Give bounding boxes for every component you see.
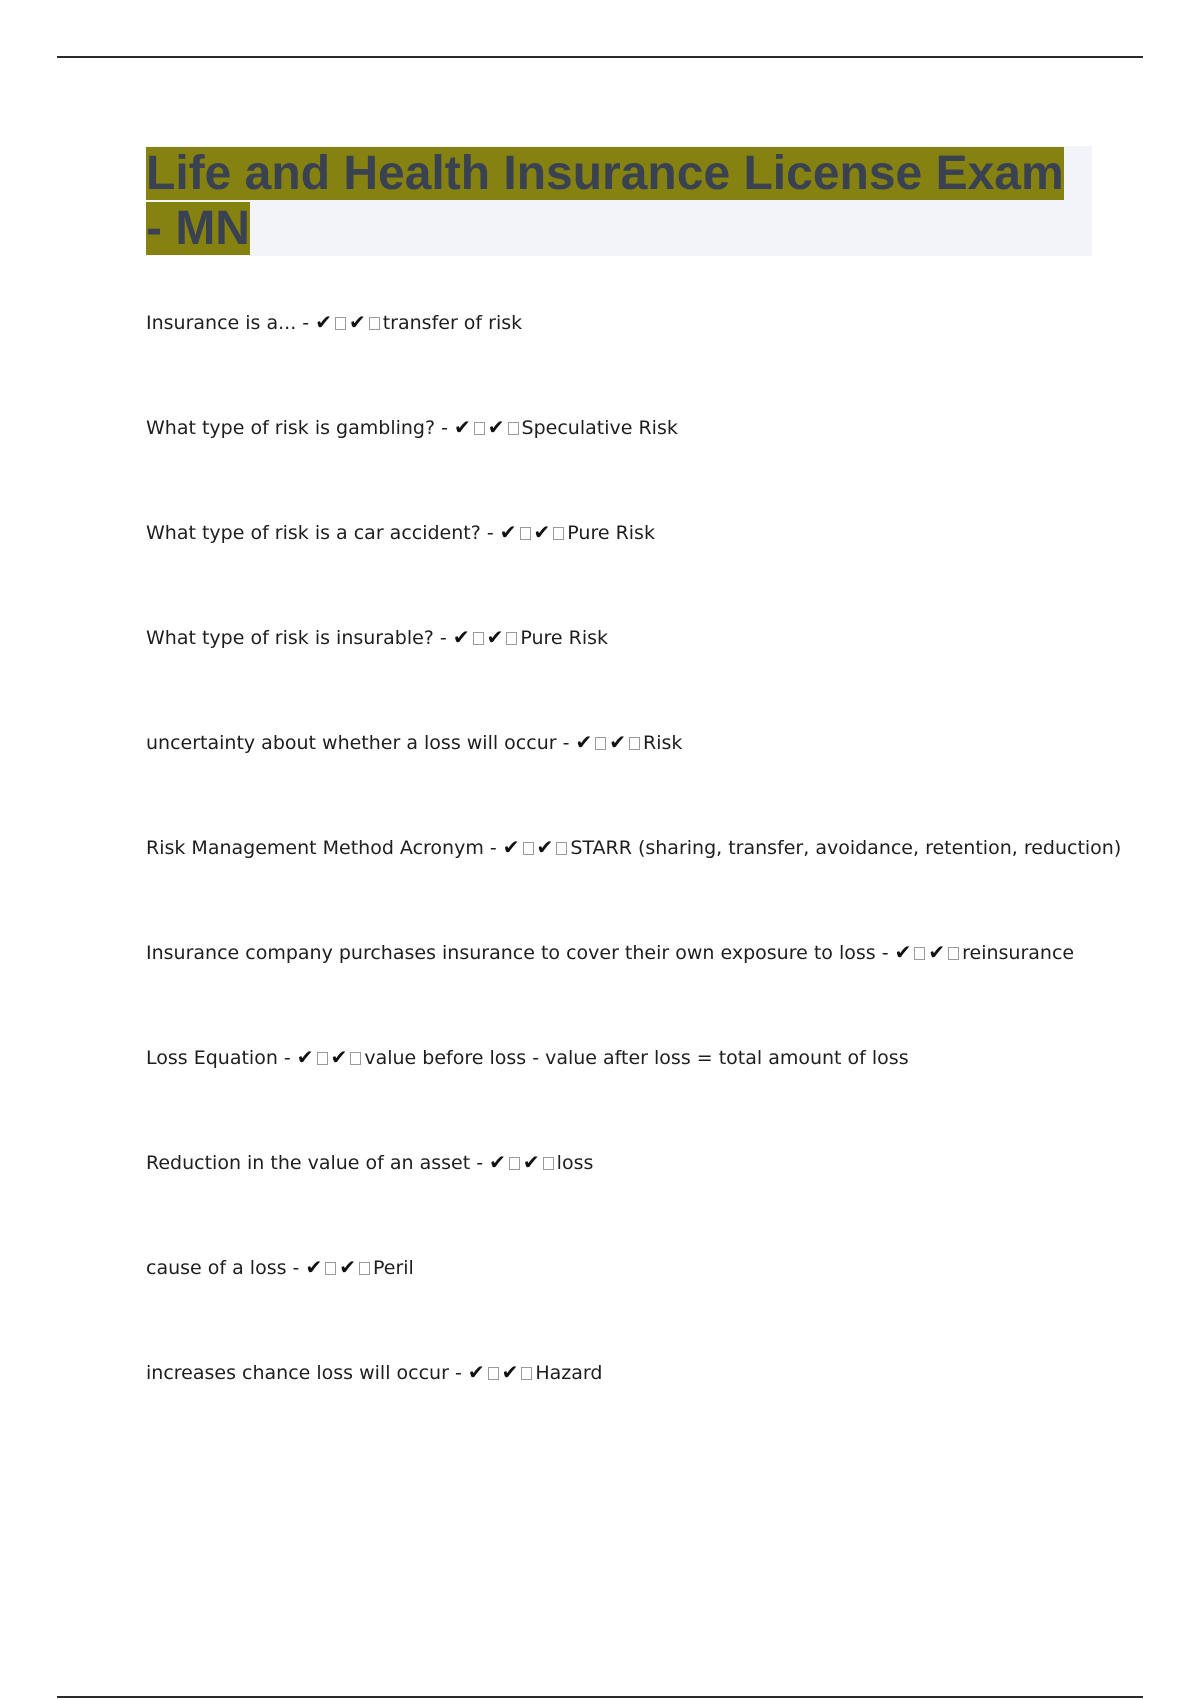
answer-marker xyxy=(468,1362,536,1384)
question-text: What type of risk is gambling? xyxy=(146,417,436,439)
check-icon: ✔ xyxy=(486,625,504,649)
box-icon xyxy=(629,737,640,750)
answer-text: Speculative Risk xyxy=(521,417,678,439)
box-icon xyxy=(595,737,606,750)
check-icon: ✔ xyxy=(575,730,593,754)
answer-marker xyxy=(297,1047,365,1069)
question-text: What type of risk is a car accident? xyxy=(146,522,481,544)
question-text: Risk Management Method Acronym xyxy=(146,837,484,859)
question-text: Loss Equation xyxy=(146,1047,278,1069)
box-icon xyxy=(520,527,531,540)
question-text: Insurance company purchases insurance to cover their own exposure to loss xyxy=(146,942,876,964)
check-icon: ✔ xyxy=(489,1150,506,1174)
separator: - xyxy=(875,942,895,964)
question-text: Reduction in the value of an asset xyxy=(146,1152,471,1174)
separator: - xyxy=(435,417,455,439)
title-block xyxy=(146,146,1092,256)
check-icon: ✔ xyxy=(467,1360,485,1384)
separator: - xyxy=(483,837,503,859)
question-text: Insurance is a... xyxy=(146,312,297,334)
answer-marker xyxy=(576,732,644,754)
qa-item xyxy=(146,1145,1146,1250)
box-icon xyxy=(553,527,564,540)
box-icon xyxy=(948,947,959,960)
check-icon: ✔ xyxy=(315,310,332,334)
document-title xyxy=(146,146,1092,256)
answer-text: loss xyxy=(556,1152,594,1174)
box-icon xyxy=(521,1367,532,1380)
separator: - xyxy=(277,1047,297,1069)
separator: - xyxy=(433,627,453,649)
box-icon xyxy=(369,317,380,330)
answer-marker xyxy=(454,417,522,439)
answer-marker xyxy=(453,627,521,649)
check-icon: ✔ xyxy=(330,1045,348,1069)
answer-marker xyxy=(489,1152,557,1174)
check-icon: ✔ xyxy=(501,1360,519,1384)
separator: - xyxy=(448,1362,468,1384)
question-text: uncertainty about whether a loss will occur xyxy=(146,732,557,754)
check-icon: ✔ xyxy=(296,1045,314,1069)
box-icon xyxy=(474,422,485,435)
check-icon: ✔ xyxy=(487,415,505,439)
answer-text: Pure Risk xyxy=(567,522,655,544)
qa-list xyxy=(146,305,1146,1460)
separator: - xyxy=(480,522,500,544)
document-title-text: Life and Health Insurance License Exam - MN xyxy=(146,147,1064,255)
question-text: cause of a loss xyxy=(146,1257,287,1279)
bottom-rule xyxy=(57,1696,1143,1698)
check-icon: ✔ xyxy=(499,520,517,544)
answer-text: STARR (sharing, transfer, avoidance, retention, reduction) xyxy=(570,837,1122,859)
answer-text: Peril xyxy=(372,1257,414,1279)
top-rule xyxy=(57,56,1143,58)
answer-text: Risk xyxy=(643,732,683,754)
separator: - xyxy=(470,1152,490,1174)
box-icon xyxy=(543,1157,554,1170)
qa-item xyxy=(146,725,1146,830)
qa-item xyxy=(146,935,1146,1040)
box-icon xyxy=(350,1052,361,1065)
qa-item xyxy=(146,1355,1146,1460)
box-icon xyxy=(325,1262,336,1275)
check-icon: ✔ xyxy=(452,625,470,649)
check-icon: ✔ xyxy=(305,1255,323,1279)
answer-marker xyxy=(315,312,383,334)
qa-item xyxy=(146,515,1146,620)
check-icon: ✔ xyxy=(522,1150,540,1174)
check-icon: ✔ xyxy=(348,310,366,334)
answer-marker xyxy=(503,837,571,859)
box-icon xyxy=(523,842,534,855)
check-icon: ✔ xyxy=(454,415,471,439)
qa-item xyxy=(146,1250,1146,1355)
qa-item xyxy=(146,830,1146,935)
answer-text: transfer of risk xyxy=(382,312,523,334)
question-text: What type of risk is insurable? xyxy=(146,627,434,649)
check-icon: ✔ xyxy=(533,520,551,544)
box-icon xyxy=(359,1262,370,1275)
box-icon xyxy=(317,1052,328,1065)
box-icon xyxy=(473,632,484,645)
qa-item xyxy=(146,305,1146,410)
check-icon: ✔ xyxy=(928,940,946,964)
answer-marker xyxy=(895,942,963,964)
check-icon: ✔ xyxy=(536,835,554,859)
answer-text: value before loss - value after loss = total amount of loss xyxy=(364,1047,909,1069)
separator: - xyxy=(286,1257,306,1279)
qa-item xyxy=(146,410,1146,515)
separator: - xyxy=(296,312,316,334)
box-icon xyxy=(508,422,519,435)
check-icon: ✔ xyxy=(609,730,627,754)
box-icon xyxy=(506,632,517,645)
box-icon xyxy=(556,842,567,855)
separator: - xyxy=(556,732,576,754)
check-icon: ✔ xyxy=(894,940,912,964)
qa-item xyxy=(146,1040,1146,1145)
box-icon xyxy=(335,317,346,330)
qa-item xyxy=(146,620,1146,725)
answer-text: Hazard xyxy=(535,1362,603,1384)
answer-text: reinsurance xyxy=(962,942,1075,964)
box-icon xyxy=(488,1367,499,1380)
check-icon: ✔ xyxy=(339,1255,356,1279)
answer-text: Pure Risk xyxy=(520,627,609,649)
answer-marker xyxy=(305,1257,373,1279)
question-text: increases chance loss will occur xyxy=(146,1362,449,1384)
answer-marker xyxy=(500,522,568,544)
check-icon: ✔ xyxy=(502,835,520,859)
box-icon xyxy=(509,1157,520,1170)
box-icon xyxy=(914,947,925,960)
